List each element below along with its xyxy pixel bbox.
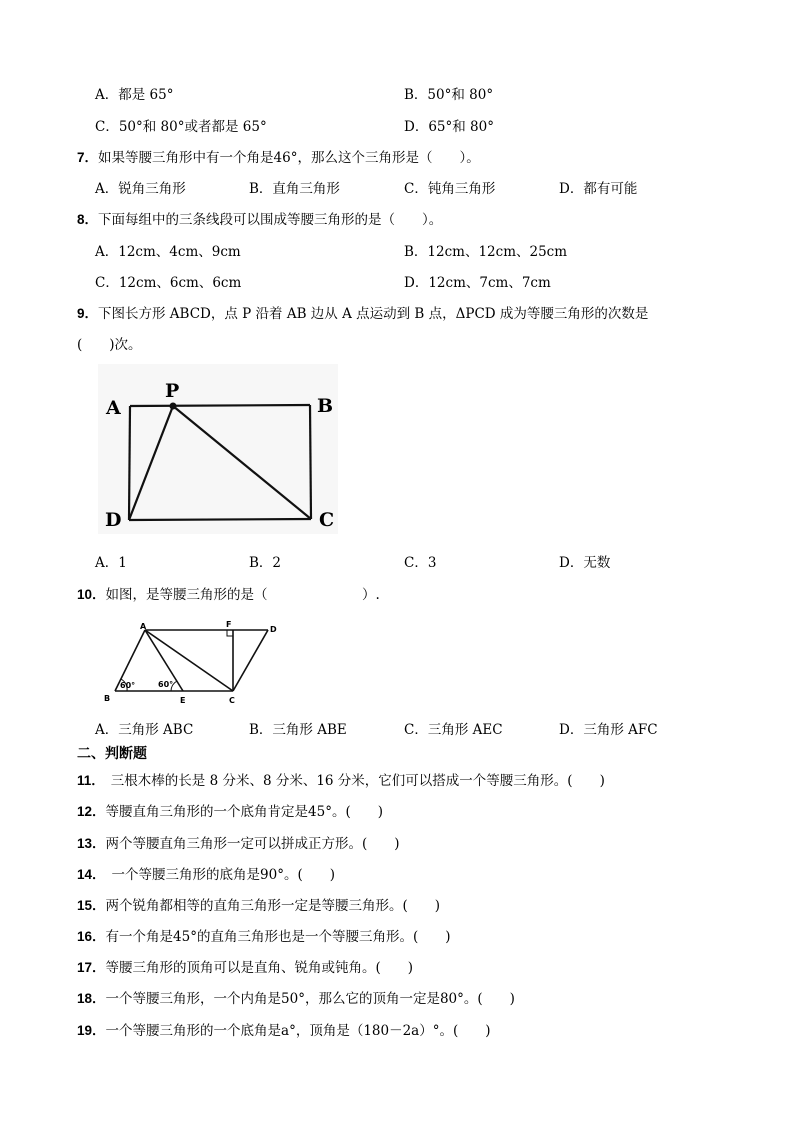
q9-option-b: B．2	[249, 555, 282, 571]
judgment-16	[77, 925, 451, 945]
label-a: A	[140, 622, 147, 631]
q9-option-c: C．3	[404, 555, 437, 571]
label-c: C	[229, 696, 235, 705]
judgment-17-text: 等腰三角形的顶角可以是直角、锐角或钝角。( )	[105, 960, 414, 976]
q8-stem	[77, 208, 442, 228]
label-e: E	[180, 696, 186, 705]
judgment-15-text: 两个锐角都相等的直角三角形一定是等腰三角形。( )	[105, 898, 441, 914]
judgment-16-text: 有一个角是45°的直角三角形也是一个等腰三角形。( )	[105, 929, 451, 945]
q10-stem	[77, 583, 380, 603]
q8-option-a: A．12cm、4cm、9cm	[95, 244, 241, 260]
judgment-14-number: 14．	[77, 867, 106, 882]
q6-option-d: D．65°和 80°	[404, 119, 494, 135]
judgment-18-text: 一个等腰三角形，一个内角是50°，那么它的顶角一定是80°。( )	[105, 991, 515, 1007]
judgment-12-text: 等腰直角三角形的一个底角肯定是45°。( )	[105, 804, 383, 820]
q8-option-d: D．12cm、7cm、7cm	[404, 275, 551, 291]
judgment-13-number: 13．	[77, 836, 106, 851]
q6-option-c: C．50°和 80°或者都是 65°	[95, 119, 267, 135]
side-bc	[310, 405, 311, 519]
q7-stem	[77, 146, 480, 166]
judgment-17	[77, 956, 413, 976]
q9-option-d: D．无数	[559, 555, 611, 571]
side-cd	[129, 519, 311, 520]
q6-option-b: B．50°和 80°	[404, 87, 494, 103]
q10-parallelogram-figure	[100, 616, 290, 708]
judgment-16-number: 16．	[77, 929, 106, 944]
q10-option-d: D．三角形 AFC	[559, 722, 658, 738]
right-angle-mark	[227, 630, 233, 636]
judgment-19-text: 一个等腰三角形的一个底角是a°，顶角是（180－2a）°。( )	[105, 1023, 491, 1039]
side-ab	[130, 405, 310, 406]
judgment-13-text: 两个等腰直角三角形一定可以拼成正方形。( )	[105, 836, 400, 852]
q8-option-b: B．12cm、12cm、25cm	[404, 244, 568, 260]
segment-dc	[233, 630, 268, 691]
section-2-title: 二、判断题	[77, 746, 147, 762]
q9-stem-line2: ( )次。	[77, 337, 142, 353]
q10-option-b: B．三角形 ABE	[249, 722, 347, 738]
angle-e-label: 60°	[158, 680, 174, 689]
label-f: F	[226, 620, 232, 629]
label-d: D	[105, 509, 122, 531]
label-a: A	[106, 397, 121, 419]
judgment-13	[77, 832, 400, 852]
q8-text: 下面每组中的三条线段可以围成等腰三角形的是（ ）。	[98, 212, 443, 228]
judgment-11-number: 11．	[77, 773, 105, 788]
judgment-11-text: 三根木棒的长是 8 分米、8 分米、16 分米，它们可以搭成一个等腰三角形。( )	[110, 773, 605, 789]
label-b: B	[317, 395, 334, 417]
q10-option-c: C．三角形 AEC	[404, 722, 503, 738]
q7-number: 7．	[77, 150, 99, 165]
q10-text: 如图，是等腰三角形的是（ ）.	[105, 587, 380, 603]
q10-option-a: A．三角形 ABC	[95, 722, 194, 738]
judgment-14	[77, 863, 335, 883]
side-da	[129, 406, 130, 520]
judgment-12	[77, 800, 383, 820]
judgment-15	[77, 894, 440, 914]
q9-rectangle-figure	[98, 364, 338, 534]
q9-option-a: A．1	[95, 555, 127, 571]
judgment-15-number: 15．	[77, 898, 106, 913]
judgment-18-number: 18．	[77, 991, 106, 1006]
judgment-19-number: 19．	[77, 1023, 106, 1038]
judgment-11	[77, 769, 605, 789]
judgment-18	[77, 987, 515, 1007]
q7-option-c: C．钝角三角形	[404, 181, 496, 197]
q7-option-a: A．锐角三角形	[95, 181, 186, 197]
judgment-19	[77, 1019, 491, 1039]
q7-text: 如果等腰三角形中有一个角是46°，那么这个三角形是（ ）。	[98, 150, 480, 166]
q10-number: 10．	[77, 587, 106, 602]
judgment-12-number: 12．	[77, 804, 106, 819]
q8-number: 8．	[77, 212, 99, 227]
label-d: D	[270, 625, 277, 634]
q9-stem-line1	[77, 302, 648, 322]
label-p: P	[165, 380, 180, 402]
q6-option-a: A．都是 65°	[95, 87, 174, 103]
label-b: B	[104, 694, 111, 703]
q7-option-b: B．直角三角形	[249, 181, 340, 197]
q9-number: 9．	[77, 306, 99, 321]
point-p-dot	[170, 403, 177, 410]
angle-b-label: 60°	[120, 681, 136, 690]
judgment-14-text: 一个等腰三角形的底角是90°。( )	[111, 867, 335, 883]
label-c: C	[319, 509, 335, 531]
q9-text-line1: 下图长方形 ABCD，点 P 沿着 AB 边从 A 点运动到 B 点，ΔPCD 成为等腰三角形的次数是	[98, 306, 649, 322]
q8-option-c: C．12cm、6cm、6cm	[95, 275, 242, 291]
judgment-17-number: 17．	[77, 960, 106, 975]
q7-option-d: D．都有可能	[559, 181, 638, 197]
